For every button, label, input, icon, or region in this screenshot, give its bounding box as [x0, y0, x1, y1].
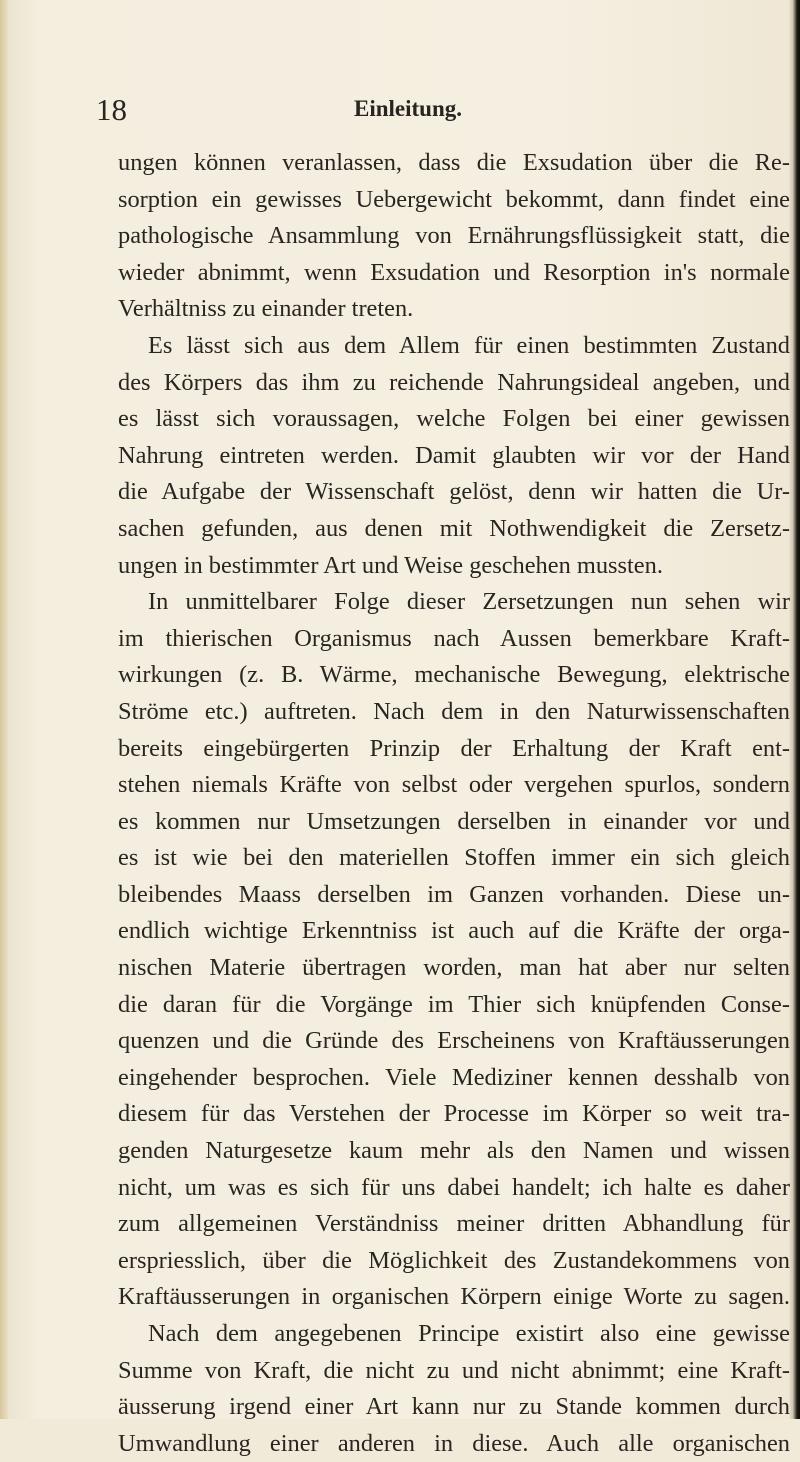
text-line: sachen gefunden, aus denen mit Nothwendigkeit die Zersetz- [118, 514, 790, 542]
text-line: es kommen nur Umsetzungen derselben in einander vor und [118, 807, 790, 835]
page-number: 18 [96, 92, 127, 127]
text-line: im thierischen Organismus nach Aussen bemerkbare Kraft- [118, 624, 790, 652]
text-line: diesem für das Verstehen der Processe im Körper so weit tra- [118, 1100, 790, 1128]
text-line: genden Naturgesetze kaum mehr als den Namen und wissen [118, 1137, 790, 1165]
text-line: Nahrung eintreten werden. Damit glaubten wir vor der Hand [118, 441, 790, 469]
binding-gutter [0, 0, 8, 1419]
text-line: des Körpers das ihm zu reichende Nahrungsideal angeben, und [118, 368, 790, 396]
text-line: Ströme etc.) auftreten. Nach dem in den Naturwissenschaften [118, 697, 790, 725]
text-line: die daran für die Vorgänge im Thier sich knüpfenden Conse- [118, 990, 790, 1018]
text-line: stehen niemals Kräfte von selbst oder vergehen spurlos, sondern [118, 771, 790, 799]
text-line: wieder abnimmt, wenn Exsudation und Resorption in's normale [118, 258, 790, 286]
text-line: bereits eingebürgerten Prinzip der Erhaltung der Kraft ent- [118, 734, 790, 762]
text-line: Umwandlung einer anderen in diese. Auch alle organischen [118, 1429, 790, 1457]
text-line: Kraftäusserungen in organischen Körpern einige Worte zu sagen. [118, 1283, 790, 1311]
text-line: ungen in bestimmter Art und Weise geschehen mussten. [118, 551, 663, 579]
page-header [96, 92, 696, 132]
text-line: pathologische Ansammlung von Ernährungsflüssigkeit statt, die [118, 222, 790, 250]
text-line: sorption ein gewisses Uebergewicht bekommt, dann findet eine [118, 185, 790, 213]
text-line: endlich wichtige Erkenntniss ist auch auf die Kräfte der orga- [118, 917, 790, 945]
text-line: ungen können veranlassen, dass die Exsudation über die Re- [118, 149, 790, 176]
text-line: äusserung irgend einer Art kann nur zu Stande kommen durch [118, 1393, 790, 1421]
text-line: wirkungen (z. B. Wärme, mechanische Bewegung, elektrische [118, 661, 790, 689]
text-line: In unmittelbarer Folge dieser Zersetzungen nun sehen wir [148, 588, 790, 616]
text-line: Summe von Kraft, die nicht zu und nicht abnimmt; eine Kraft- [118, 1356, 790, 1384]
text-line: Es lässt sich aus dem Allem für einen bestimmten Zustand [148, 331, 790, 359]
text-line: zum allgemeinen Verständniss meiner dritten Abhandlung für [118, 1210, 790, 1238]
text-line: nicht, um was es sich für uns dabei handelt; ich halte es daher [118, 1173, 790, 1201]
text-line: die Aufgabe der Wissenschaft gelöst, denn wir hatten die Ur- [118, 478, 790, 506]
body-text [118, 145, 790, 1462]
text-line: erspriesslich, über die Möglichkeit des Zustandekommens von [118, 1246, 790, 1274]
text-line: quenzen und die Gründe des Erscheinens von Kraftäusserungen [118, 1027, 790, 1055]
text-line: eingehender besprochen. Viele Mediziner kennen desshalb von [118, 1063, 790, 1091]
text-line: bleibendes Maass derselben im Ganzen vorhanden. Diese un- [118, 880, 790, 908]
text-line: es ist wie bei den materiellen Stoffen immer ein sich gleich [118, 844, 790, 872]
text-line: es lässt sich voraussagen, welche Folgen bei einer gewissen [118, 405, 790, 433]
text-line: Verhältniss zu einander treten. [118, 295, 414, 323]
running-head: Einleitung. [354, 96, 463, 121]
text-line: Nach dem angegebenen Principe existirt also eine gewisse [148, 1320, 790, 1347]
text-line: nischen Materie übertragen worden, man hat aber nur selten [118, 954, 790, 982]
